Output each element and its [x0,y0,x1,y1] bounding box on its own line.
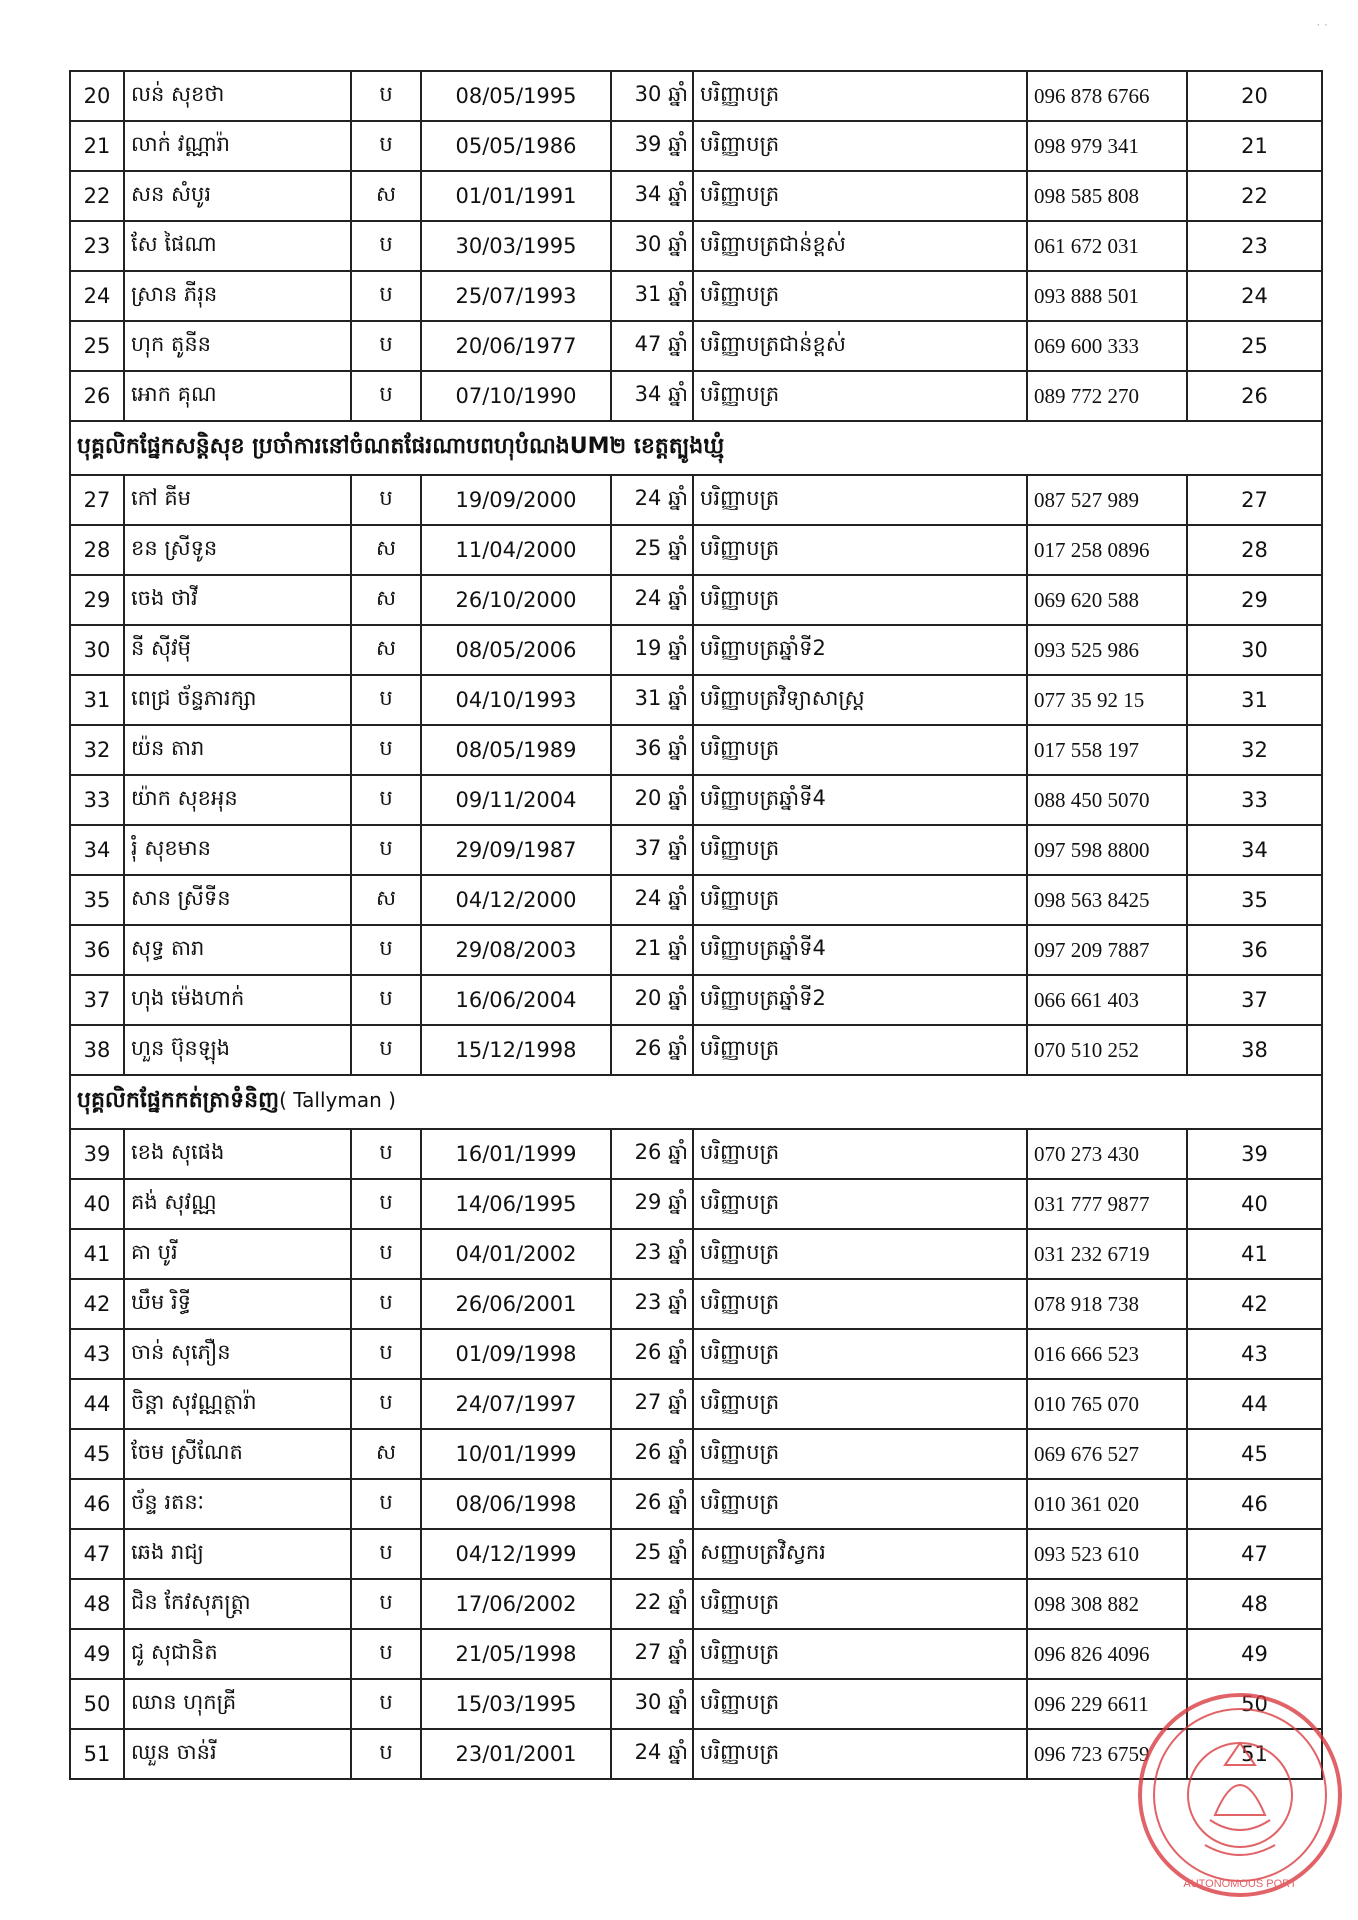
index-cell: 25 [1187,321,1322,371]
row-number-cell: 50 [70,1679,124,1729]
index-cell: 26 [1187,371,1322,421]
education-cell: បរិញ្ញាបត្រ [693,371,1027,421]
section-header-row [70,1075,1322,1129]
index-cell: 50 [1187,1679,1322,1729]
sex-cell: ប [351,1179,421,1229]
age-cell: 30 ឆ្នាំ [611,1679,693,1729]
row-number-cell: 45 [70,1429,124,1479]
date-of-birth-cell: 04/12/2000 [421,875,611,925]
index-cell: 46 [1187,1479,1322,1529]
name-cell: ហួន ប៊ុនឡុង [124,1025,351,1075]
phone-cell: 031 232 6719 [1027,1229,1187,1279]
education-cell: បរិញ្ញាបត្រ [693,825,1027,875]
index-cell: 27 [1187,475,1322,525]
row-number-cell: 23 [70,221,124,271]
row-number-cell: 38 [70,1025,124,1075]
age-cell: 34 ឆ្នាំ [611,371,693,421]
index-cell: 21 [1187,121,1322,171]
name-cell: កៅ គីម [124,475,351,525]
index-cell: 40 [1187,1179,1322,1229]
table-row [70,1179,1322,1229]
phone-cell: 093 888 501 [1027,271,1187,321]
education-cell: បរិញ្ញាបត្រ [693,1629,1027,1679]
table-row [70,675,1322,725]
sex-cell: ប [351,71,421,121]
age-cell: 36 ឆ្នាំ [611,725,693,775]
name-cell: ច័ន្ទ រតនៈ [124,1479,351,1529]
staff-table [69,70,1323,1780]
table-row [70,625,1322,675]
age-cell: 24 ឆ្នាំ [611,1729,693,1779]
date-of-birth-cell: 29/09/1987 [421,825,611,875]
age-cell: 20 ឆ្នាំ [611,775,693,825]
date-of-birth-cell: 24/07/1997 [421,1379,611,1429]
sex-cell: ប [351,1025,421,1075]
table-row [70,975,1322,1025]
phone-cell: 093 525 986 [1027,625,1187,675]
table-row [70,925,1322,975]
phone-cell: 078 918 738 [1027,1279,1187,1329]
table-row [70,575,1322,625]
education-cell: បរិញ្ញាបត្រ [693,1329,1027,1379]
row-number-cell: 33 [70,775,124,825]
row-number-cell: 25 [70,321,124,371]
date-of-birth-cell: 23/01/2001 [421,1729,611,1779]
name-cell: ខេង សុផេង [124,1129,351,1179]
date-of-birth-cell: 30/03/1995 [421,221,611,271]
table-row [70,221,1322,271]
index-cell: 32 [1187,725,1322,775]
section-title: បុគ្គលិកផ្នែកសន្តិសុខ ប្រចាំការនៅចំណតផែរណាបពហុបំណងUM២ ខេត្តត្បូងឃ្មុំ [77,434,725,459]
education-cell: បរិញ្ញាបត្រជាន់ខ្ពស់ [693,221,1027,271]
index-cell: 28 [1187,525,1322,575]
age-cell: 29 ឆ្នាំ [611,1179,693,1229]
sex-cell: ប [351,775,421,825]
age-cell: 25 ឆ្នាំ [611,525,693,575]
education-cell: បរិញ្ញាបត្រ [693,475,1027,525]
row-number-cell: 43 [70,1329,124,1379]
phone-cell: 097 209 7887 [1027,925,1187,975]
sex-cell: ស [351,575,421,625]
phone-cell: 096 826 4096 [1027,1629,1187,1679]
age-cell: 22 ឆ្នាំ [611,1579,693,1629]
scan-corner-mark: · · [1316,18,1328,32]
index-cell: 30 [1187,625,1322,675]
name-cell: លន់ សុខថា [124,71,351,121]
table-row [70,1379,1322,1429]
date-of-birth-cell: 08/05/2006 [421,625,611,675]
date-of-birth-cell: 04/10/1993 [421,675,611,725]
education-cell: បរិញ្ញាបត្រ [693,1579,1027,1629]
sex-cell: ប [351,1729,421,1779]
sex-cell: ប [351,221,421,271]
date-of-birth-cell: 29/08/2003 [421,925,611,975]
phone-cell: 087 527 989 [1027,475,1187,525]
row-number-cell: 46 [70,1479,124,1529]
education-cell: បរិញ្ញាបត្រឆ្នាំទី2 [693,625,1027,675]
row-number-cell: 30 [70,625,124,675]
table-row [70,1229,1322,1279]
date-of-birth-cell: 17/06/2002 [421,1579,611,1629]
index-cell: 51 [1187,1729,1322,1779]
education-cell: បរិញ្ញាបត្រ [693,575,1027,625]
sex-cell: ស [351,625,421,675]
name-cell: ចាន់ សុភឿន [124,1329,351,1379]
table-row [70,875,1322,925]
index-cell: 43 [1187,1329,1322,1379]
date-of-birth-cell: 07/10/1990 [421,371,611,421]
name-cell: នី ស៊ីវម៉ី [124,625,351,675]
table-row [70,725,1322,775]
date-of-birth-cell: 10/01/1999 [421,1429,611,1479]
phone-cell: 017 258 0896 [1027,525,1187,575]
date-of-birth-cell: 08/06/1998 [421,1479,611,1529]
section-title: បុគ្គលិកផ្នែកកត់ត្រាទំនិញ [77,1088,280,1113]
row-number-cell: 29 [70,575,124,625]
table-row [70,1329,1322,1379]
index-cell: 24 [1187,271,1322,321]
phone-cell: 093 523 610 [1027,1529,1187,1579]
table-row [70,1529,1322,1579]
row-number-cell: 44 [70,1379,124,1429]
age-cell: 19 ឆ្នាំ [611,625,693,675]
age-cell: 39 ឆ្នាំ [611,121,693,171]
sex-cell: ប [351,1329,421,1379]
row-number-cell: 39 [70,1129,124,1179]
sex-cell: ប [351,1579,421,1629]
education-cell: បរិញ្ញាបត្រ [693,71,1027,121]
index-cell: 35 [1187,875,1322,925]
education-cell: បរិញ្ញាបត្រ [693,171,1027,221]
sex-cell: ប [351,121,421,171]
age-cell: 47 ឆ្នាំ [611,321,693,371]
age-cell: 24 ឆ្នាំ [611,575,693,625]
table-row [70,1129,1322,1179]
name-cell: សន សំបូរ [124,171,351,221]
row-number-cell: 36 [70,925,124,975]
sex-cell: ស [351,1429,421,1479]
index-cell: 36 [1187,925,1322,975]
date-of-birth-cell: 04/01/2002 [421,1229,611,1279]
table-row [70,475,1322,525]
index-cell: 49 [1187,1629,1322,1679]
date-of-birth-cell: 25/07/1993 [421,271,611,321]
row-number-cell: 26 [70,371,124,421]
education-cell: បរិញ្ញាបត្រ [693,1729,1027,1779]
education-cell: បរិញ្ញាបត្រ [693,1479,1027,1529]
age-cell: 27 ឆ្នាំ [611,1379,693,1429]
row-number-cell: 32 [70,725,124,775]
section-header [70,1075,1322,1129]
education-cell: បរិញ្ញាបត្រ [693,525,1027,575]
table-row [70,1025,1322,1075]
date-of-birth-cell: 05/05/1986 [421,121,611,171]
phone-cell: 066 661 403 [1027,975,1187,1025]
education-cell: បរិញ្ញាបត្រជាន់ខ្ពស់ [693,321,1027,371]
age-cell: 31 ឆ្នាំ [611,675,693,725]
phone-cell: 070 273 430 [1027,1129,1187,1179]
education-cell: បរិញ្ញាបត្រ [693,1129,1027,1179]
education-cell: បរិញ្ញាបត្រឆ្នាំទី4 [693,925,1027,975]
name-cell: ឆេង រាជ្យ [124,1529,351,1579]
index-cell: 22 [1187,171,1322,221]
date-of-birth-cell: 08/05/1989 [421,725,611,775]
education-cell: បរិញ្ញាបត្រ [693,1025,1027,1075]
age-cell: 26 ឆ្នាំ [611,1025,693,1075]
name-cell: ចិន្តា សុវណ្ណត្ថារ៉ា [124,1379,351,1429]
index-cell: 48 [1187,1579,1322,1629]
age-cell: 34 ឆ្នាំ [611,171,693,221]
name-cell: ខន ស្រីទូន [124,525,351,575]
row-number-cell: 20 [70,71,124,121]
date-of-birth-cell: 01/09/1998 [421,1329,611,1379]
sex-cell: ប [351,925,421,975]
name-cell: ជូ សុជានិត [124,1629,351,1679]
name-cell: ឃឹម រិទ្ធី [124,1279,351,1329]
age-cell: 31 ឆ្នាំ [611,271,693,321]
phone-cell: 096 723 6759 [1027,1729,1187,1779]
date-of-birth-cell: 15/12/1998 [421,1025,611,1075]
table-row [70,1579,1322,1629]
index-cell: 37 [1187,975,1322,1025]
staff-table-body [70,71,1322,1779]
table-row [70,1429,1322,1479]
row-number-cell: 21 [70,121,124,171]
name-cell: ស្រាន ភីរុន [124,271,351,321]
education-cell: បរិញ្ញាបត្រ [693,875,1027,925]
section-header [70,421,1322,475]
name-cell: ឈាន ហុកគ្រី [124,1679,351,1729]
sex-cell: ប [351,1129,421,1179]
table-row [70,825,1322,875]
phone-cell: 096 229 6611 [1027,1679,1187,1729]
education-cell: បរិញ្ញាបត្រ [693,725,1027,775]
phone-cell: 061 672 031 [1027,221,1187,271]
date-of-birth-cell: 19/09/2000 [421,475,611,525]
sex-cell: ប [351,725,421,775]
sex-cell: ប [351,675,421,725]
age-cell: 24 ឆ្នាំ [611,875,693,925]
name-cell: គង់ សុវណ្ណ [124,1179,351,1229]
phone-cell: 098 308 882 [1027,1579,1187,1629]
date-of-birth-cell: 20/06/1977 [421,321,611,371]
date-of-birth-cell: 16/01/1999 [421,1129,611,1179]
sex-cell: ស [351,525,421,575]
date-of-birth-cell: 01/01/1991 [421,171,611,221]
date-of-birth-cell: 16/06/2004 [421,975,611,1025]
phone-cell: 031 777 9877 [1027,1179,1187,1229]
row-number-cell: 37 [70,975,124,1025]
name-cell: លាក់ វណ្ណារ៉ា [124,121,351,171]
date-of-birth-cell: 26/06/2001 [421,1279,611,1329]
table-row [70,121,1322,171]
index-cell: 39 [1187,1129,1322,1179]
education-cell: បរិញ្ញាបត្រឆ្នាំទី2 [693,975,1027,1025]
name-cell: សុទ្ធ តារា [124,925,351,975]
sex-cell: ប [351,825,421,875]
sex-cell: ស [351,171,421,221]
age-cell: 21 ឆ្នាំ [611,925,693,975]
phone-cell: 069 620 588 [1027,575,1187,625]
name-cell: ហុង ម៉េងហាក់ [124,975,351,1025]
phone-cell: 097 598 8800 [1027,825,1187,875]
date-of-birth-cell: 08/05/1995 [421,71,611,121]
name-cell: យ៉ាក សុខអុន [124,775,351,825]
education-cell: បរិញ្ញាបត្រ [693,271,1027,321]
education-cell: បរិញ្ញាបត្រ [693,1179,1027,1229]
sex-cell: ប [351,1679,421,1729]
name-cell: រ៉ំ សុខមាន [124,825,351,875]
age-cell: 23 ឆ្នាំ [611,1279,693,1329]
sex-cell: ប [351,371,421,421]
row-number-cell: 49 [70,1629,124,1679]
row-number-cell: 41 [70,1229,124,1279]
education-cell: បរិញ្ញាបត្រឆ្នាំទី4 [693,775,1027,825]
education-cell: បរិញ្ញាបត្រ [693,1279,1027,1329]
official-seal-icon [1115,1645,1345,1905]
phone-cell: 016 666 523 [1027,1329,1187,1379]
name-cell: យ៉ន តារា [124,725,351,775]
age-cell: 30 ឆ្នាំ [611,221,693,271]
table-row [70,321,1322,371]
section-header-row [70,421,1322,475]
table-row [70,1479,1322,1529]
section-subtitle: ( Tallyman ) [279,1088,396,1112]
row-number-cell: 48 [70,1579,124,1629]
name-cell: ឈួន ចាន់រី [124,1729,351,1779]
index-cell: 47 [1187,1529,1322,1579]
index-cell: 42 [1187,1279,1322,1329]
index-cell: 45 [1187,1429,1322,1479]
sex-cell: ប [351,1279,421,1329]
row-number-cell: 22 [70,171,124,221]
index-cell: 33 [1187,775,1322,825]
age-cell: 30 ឆ្នាំ [611,71,693,121]
table-row [70,371,1322,421]
name-cell: អោក គុណ [124,371,351,421]
name-cell: ចេង ថាវី [124,575,351,625]
date-of-birth-cell: 11/04/2000 [421,525,611,575]
phone-cell: 098 585 808 [1027,171,1187,221]
index-cell: 38 [1187,1025,1322,1075]
row-number-cell: 31 [70,675,124,725]
sex-cell: ប [351,271,421,321]
date-of-birth-cell: 14/06/1995 [421,1179,611,1229]
row-number-cell: 24 [70,271,124,321]
phone-cell: 096 878 6766 [1027,71,1187,121]
name-cell: សាន ស្រីទីន [124,875,351,925]
phone-cell: 098 979 341 [1027,121,1187,171]
phone-cell: 010 765 070 [1027,1379,1187,1429]
row-number-cell: 28 [70,525,124,575]
sex-cell: ប [351,321,421,371]
name-cell: គា បូរី [124,1229,351,1279]
date-of-birth-cell: 09/11/2004 [421,775,611,825]
age-cell: 26 ឆ្នាំ [611,1429,693,1479]
index-cell: 44 [1187,1379,1322,1429]
age-cell: 27 ឆ្នាំ [611,1629,693,1679]
education-cell: បរិញ្ញាបត្រ [693,1679,1027,1729]
name-cell: ជិន កែវសុភត្រ្តា [124,1579,351,1629]
education-cell: បរិញ្ញាបត្រ [693,121,1027,171]
age-cell: 37 ឆ្នាំ [611,825,693,875]
row-number-cell: 34 [70,825,124,875]
sex-cell: ប [351,1229,421,1279]
index-cell: 34 [1187,825,1322,875]
age-cell: 26 ឆ្នាំ [611,1479,693,1529]
table-row [70,71,1322,121]
phone-cell: 088 450 5070 [1027,775,1187,825]
age-cell: 24 ឆ្នាំ [611,475,693,525]
date-of-birth-cell: 26/10/2000 [421,575,611,625]
index-cell: 41 [1187,1229,1322,1279]
name-cell: សែ ផៃណា [124,221,351,271]
table-row [70,171,1322,221]
date-of-birth-cell: 21/05/1998 [421,1629,611,1679]
age-cell: 23 ឆ្នាំ [611,1229,693,1279]
phone-cell: 010 361 020 [1027,1479,1187,1529]
education-cell: បរិញ្ញាបត្រវិទ្យាសាស្ត្រ [693,675,1027,725]
row-number-cell: 42 [70,1279,124,1329]
stamp-text: AUTONOMOUS PORT [1183,1878,1297,1890]
row-number-cell: 27 [70,475,124,525]
name-cell: ហុក តូនីន [124,321,351,371]
phone-cell: 070 510 252 [1027,1025,1187,1075]
name-cell: ពេជ្រ ច័ន្ទភារក្សា [124,675,351,725]
sex-cell: ប [351,1529,421,1579]
phone-cell: 089 772 270 [1027,371,1187,421]
table-row [70,1279,1322,1329]
table-row [70,271,1322,321]
sex-cell: ប [351,475,421,525]
index-cell: 31 [1187,675,1322,725]
phone-cell: 069 600 333 [1027,321,1187,371]
date-of-birth-cell: 15/03/1995 [421,1679,611,1729]
sex-cell: ប [351,1629,421,1679]
age-cell: 25 ឆ្នាំ [611,1529,693,1579]
sex-cell: ប [351,975,421,1025]
age-cell: 26 ឆ្នាំ [611,1329,693,1379]
row-number-cell: 47 [70,1529,124,1579]
index-cell: 29 [1187,575,1322,625]
table-row [70,525,1322,575]
education-cell: សញ្ញាបត្រវិស្វករ [693,1529,1027,1579]
phone-cell: 069 676 527 [1027,1429,1187,1479]
date-of-birth-cell: 04/12/1999 [421,1529,611,1579]
age-cell: 26 ឆ្នាំ [611,1129,693,1179]
education-cell: បរិញ្ញាបត្រ [693,1229,1027,1279]
sex-cell: ប [351,1479,421,1529]
education-cell: បរិញ្ញាបត្រ [693,1429,1027,1479]
age-cell: 20 ឆ្នាំ [611,975,693,1025]
table-row [70,775,1322,825]
sex-cell: ប [351,1379,421,1429]
phone-cell: 098 563 8425 [1027,875,1187,925]
index-cell: 20 [1187,71,1322,121]
sex-cell: ស [351,875,421,925]
education-cell: បរិញ្ញាបត្រ [693,1379,1027,1429]
phone-cell: 017 558 197 [1027,725,1187,775]
row-number-cell: 35 [70,875,124,925]
name-cell: ចែម ស្រីណែត [124,1429,351,1479]
row-number-cell: 40 [70,1179,124,1229]
phone-cell: 077 35 92 15 [1027,675,1187,725]
row-number-cell: 51 [70,1729,124,1779]
index-cell: 23 [1187,221,1322,271]
